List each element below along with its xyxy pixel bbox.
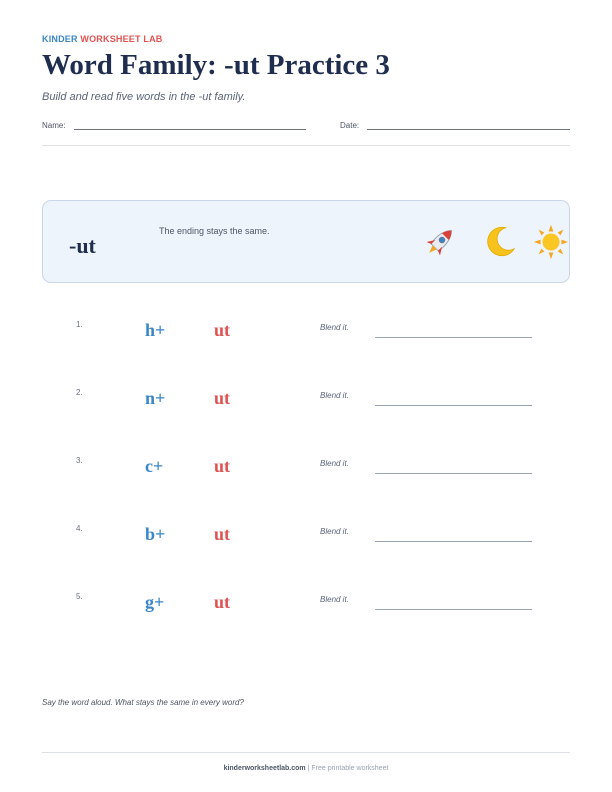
rime-ending: ut (214, 456, 231, 476)
blend-prompt: Blend it. (320, 391, 349, 400)
row-number: 2. (76, 388, 83, 397)
rime-ending: ut (214, 320, 231, 340)
row-number: 4. (76, 524, 83, 533)
date-field[interactable] (367, 129, 570, 130)
onset-letter: h+ (145, 320, 166, 340)
answer-line[interactable] (375, 541, 532, 542)
onset-letter: g+ (145, 592, 165, 612)
onset-letter: n+ (145, 388, 166, 408)
onset-letter: b+ (145, 524, 166, 544)
brand (42, 34, 163, 44)
name-field[interactable] (74, 129, 306, 130)
rocket-icon (421, 223, 459, 261)
brand-part-2: WORKSHEET LAB (80, 34, 163, 44)
word-family-box (42, 200, 570, 283)
page-subtitle: Build and read five words in the -ut family. (42, 91, 246, 103)
footer-divider (42, 752, 570, 753)
rime-ending: ut (214, 592, 231, 612)
answer-line[interactable] (375, 337, 532, 338)
header-divider (42, 145, 570, 146)
page-title: Word Family: -ut Practice 3 (42, 49, 390, 81)
rime-ending: ut (214, 388, 231, 408)
answer-line[interactable] (375, 609, 532, 610)
blend-prompt: Blend it. (320, 323, 349, 332)
row-number: 3. (76, 456, 83, 465)
row-number: 5. (76, 592, 83, 601)
word-family-note: The ending stays the same. (159, 226, 270, 236)
rime-ending: ut (214, 524, 231, 544)
reflection-question: Say the word aloud. What stays the same in every word? (42, 698, 244, 707)
page-footer (0, 765, 612, 772)
word-family-ending: -ut (69, 233, 96, 258)
sun-icon (532, 223, 570, 261)
footer-separator: | (305, 765, 312, 772)
word-row (0, 456, 612, 486)
word-row (0, 592, 612, 622)
blend-prompt: Blend it. (320, 595, 349, 604)
date-label: Date: (340, 121, 360, 130)
word-row (0, 388, 612, 418)
answer-line[interactable] (375, 473, 532, 474)
word-row (0, 320, 612, 350)
footer-tagline: Free printable worksheet (311, 765, 389, 772)
footer-site: kinderworksheetlab.com (223, 765, 306, 772)
blend-prompt: Blend it. (320, 527, 349, 536)
word-row (0, 524, 612, 554)
row-number: 1. (76, 320, 83, 329)
blend-prompt: Blend it. (320, 459, 349, 468)
brand-part-1: KINDER (42, 34, 78, 44)
moon-icon (481, 223, 519, 261)
onset-letter: c+ (145, 456, 164, 476)
answer-line[interactable] (375, 405, 532, 406)
name-label: Name: (42, 121, 66, 130)
